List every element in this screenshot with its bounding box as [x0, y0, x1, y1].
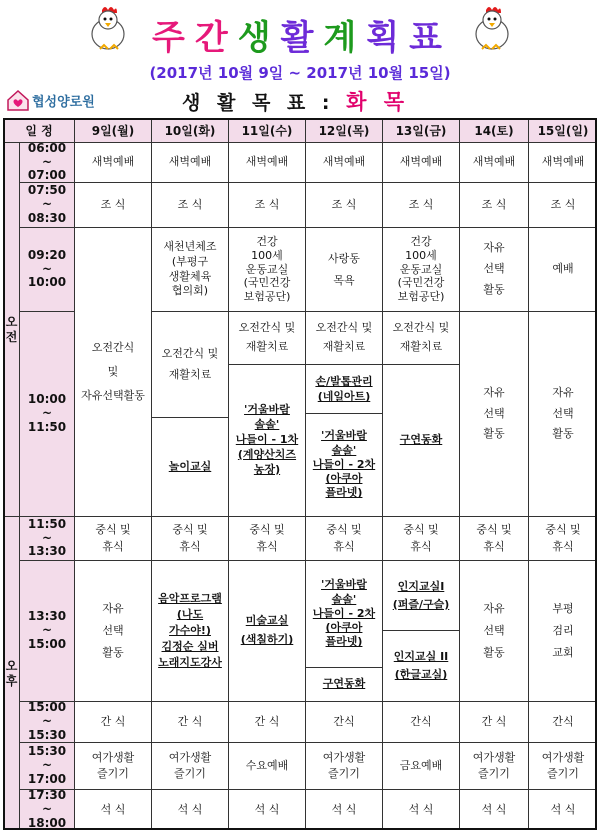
- schedule-cell: 조 식: [228, 182, 305, 227]
- title-char: 획: [366, 18, 406, 58]
- title-char: 계: [323, 18, 363, 58]
- time-slot: 15:30 ~ 17:00: [19, 742, 74, 789]
- time-slot: 06:00 ~ 07:00: [19, 142, 74, 182]
- schedule-cell: 간 식: [228, 701, 305, 742]
- schedule-cell: 석 식: [528, 789, 597, 830]
- day-header: 14(토): [459, 118, 528, 142]
- schedule-cell: '거울바람 솔솔' 나들이 - 1차 (계양산치즈 농장): [228, 364, 305, 516]
- schedule-cell: 자유 선택 활동: [74, 560, 151, 701]
- schedule-cell: 석 식: [151, 789, 228, 830]
- schedule-cell: 중식 및 휴식: [528, 516, 597, 560]
- schedule-cell: 새벽예배: [151, 142, 228, 182]
- schedule-cell: 여가생활 즐기기: [74, 742, 151, 789]
- schedule-cell: 새벽예배: [528, 142, 597, 182]
- schedule-cell: 자유 선택 활동: [459, 227, 528, 311]
- schedule-cell: 석 식: [459, 789, 528, 830]
- schedule-cell: 조 식: [528, 182, 597, 227]
- house-heart-icon: [6, 89, 30, 111]
- schedule-cell: 중식 및 휴식: [228, 516, 305, 560]
- schedule-cell: 여가생활 즐기기: [151, 742, 228, 789]
- title-char: 생: [237, 18, 277, 58]
- schedule-cell: 오전간식 및 재활치료: [228, 311, 305, 364]
- schedule-cell: 간식: [528, 701, 597, 742]
- schedule-cell: 놀이교실: [151, 417, 228, 516]
- schedule-cell: 새벽예배: [382, 142, 459, 182]
- day-header: 10일(화): [151, 118, 228, 142]
- goal-value: 화 목: [346, 90, 409, 114]
- schedule-cell: 금요예배: [382, 742, 459, 789]
- title-char: 간: [194, 18, 234, 58]
- day-header: 13일(금): [382, 118, 459, 142]
- life-goal: [182, 86, 409, 116]
- schedule-cell: 간식: [382, 701, 459, 742]
- schedule-cell: '거울바람 솔솔' 나들이 - 2차 (아쿠아 플라넷): [305, 560, 382, 667]
- time-slot: 07:50 ~ 08:30: [19, 182, 74, 227]
- schedule-cell: 부평 검리 교회: [528, 560, 597, 701]
- org-name: 협성양로원: [32, 94, 95, 110]
- schedule-cell: 손/발톱관리 (네일아트): [305, 364, 382, 413]
- schedule-cell: 간 식: [151, 701, 228, 742]
- schedule-cell: 음악프로그램 (나도 가수야!) 김정순 실버 노래지도강사: [151, 560, 228, 701]
- schedule-cell: 사랑동 목욕: [305, 227, 382, 311]
- schedule-cell: 중식 및 휴식: [382, 516, 459, 560]
- schedule-cell: 인지교실I (퍼즐/구슬): [382, 560, 459, 630]
- schedule-cell: 자유 선택 활동: [459, 560, 528, 701]
- schedule-cell: 석 식: [382, 789, 459, 830]
- schedule-cell: 건강 100세 운동교실 (국민건강 보험공단): [382, 227, 459, 311]
- schedule-cell: 간 식: [74, 701, 151, 742]
- weekly-schedule-table: [3, 118, 597, 830]
- page-header: [0, 0, 600, 118]
- schedule-cell: 구연동화: [382, 364, 459, 516]
- time-slot: 13:30 ~ 15:00: [19, 560, 74, 701]
- title-char: 활: [280, 18, 320, 58]
- org-logo: [6, 88, 95, 112]
- schedule-cell: 석 식: [228, 789, 305, 830]
- am-label: 오전: [3, 142, 19, 516]
- schedule-cell: 조 식: [74, 182, 151, 227]
- schedule-cell: 조 식: [151, 182, 228, 227]
- schedule-cell: 새벽예배: [228, 142, 305, 182]
- schedule-cell: 조 식: [382, 182, 459, 227]
- day-header: 9일(월): [74, 118, 151, 142]
- time-slot: 17:30 ~ 18:00: [19, 789, 74, 830]
- schedule-cell: 오전간식 및 재활치료: [151, 311, 228, 417]
- schedule-cell: 중식 및 휴식: [305, 516, 382, 560]
- pm-label: 오후: [3, 516, 19, 830]
- day-header: 12일(목): [305, 118, 382, 142]
- time-slot: 10:00 ~ 11:50: [19, 311, 74, 516]
- chicken-icon: [470, 4, 514, 52]
- time-slot: 11:50 ~ 13:30: [19, 516, 74, 560]
- schedule-cell: 중식 및 휴식: [74, 516, 151, 560]
- schedule-cell: 새천년체조 (부평구 생활체육 협의회): [151, 227, 228, 311]
- schedule-cell: 미술교실 (색칠하기): [228, 560, 305, 701]
- schedule-cell: 오전간식 및 자유선택활동: [74, 227, 151, 516]
- schedule-cell: 자유 선택 활동: [528, 311, 597, 516]
- schedule-cell: '거울바람 솔솔' 나들이 - 2차 (아쿠아 플라넷): [305, 413, 382, 516]
- corner-label: 일 정: [3, 118, 74, 142]
- schedule-cell: 조 식: [305, 182, 382, 227]
- schedule-cell: 새벽예배: [305, 142, 382, 182]
- goal-label: 생 활 목 표 :: [182, 92, 335, 114]
- schedule-cell: 건강 100세 운동교실 (국민건강 보험공단): [228, 227, 305, 311]
- title-char: 표: [409, 18, 448, 58]
- schedule-cell: 중식 및 휴식: [459, 516, 528, 560]
- schedule-cell: 오전간식 및 재활치료: [305, 311, 382, 364]
- schedule-cell: 간식: [305, 701, 382, 742]
- schedule-cell: 석 식: [74, 789, 151, 830]
- day-header: 15일(일): [528, 118, 597, 142]
- schedule-cell: 간 식: [459, 701, 528, 742]
- schedule-cell: 인지교실 II (한글교실): [382, 630, 459, 701]
- schedule-cell: 새벽예배: [459, 142, 528, 182]
- title-char: 주: [151, 18, 191, 58]
- schedule-cell: 여가생활 즐기기: [528, 742, 597, 789]
- schedule-cell: 중식 및 휴식: [151, 516, 228, 560]
- time-slot: 09:20 ~ 10:00: [19, 227, 74, 311]
- schedule-cell: 구연동화: [305, 667, 382, 701]
- schedule-cell: 오전간식 및 재활치료: [382, 311, 459, 364]
- schedule-cell: 수요예배: [228, 742, 305, 789]
- schedule-cell: 조 식: [459, 182, 528, 227]
- schedule-cell: 여가생활 즐기기: [459, 742, 528, 789]
- schedule-cell: 자유 선택 활동: [459, 311, 528, 516]
- day-header: 11일(수): [228, 118, 305, 142]
- schedule-period: (2017년 10월 9일 ~ 2017년 10월 15일): [149, 64, 451, 82]
- schedule-cell: 예배: [528, 227, 597, 311]
- time-slot: 15:00 ~ 15:30: [19, 701, 74, 742]
- schedule-cell: 석 식: [305, 789, 382, 830]
- schedule-cell: 여가생활 즐기기: [305, 742, 382, 789]
- schedule-cell: 새벽예배: [74, 142, 151, 182]
